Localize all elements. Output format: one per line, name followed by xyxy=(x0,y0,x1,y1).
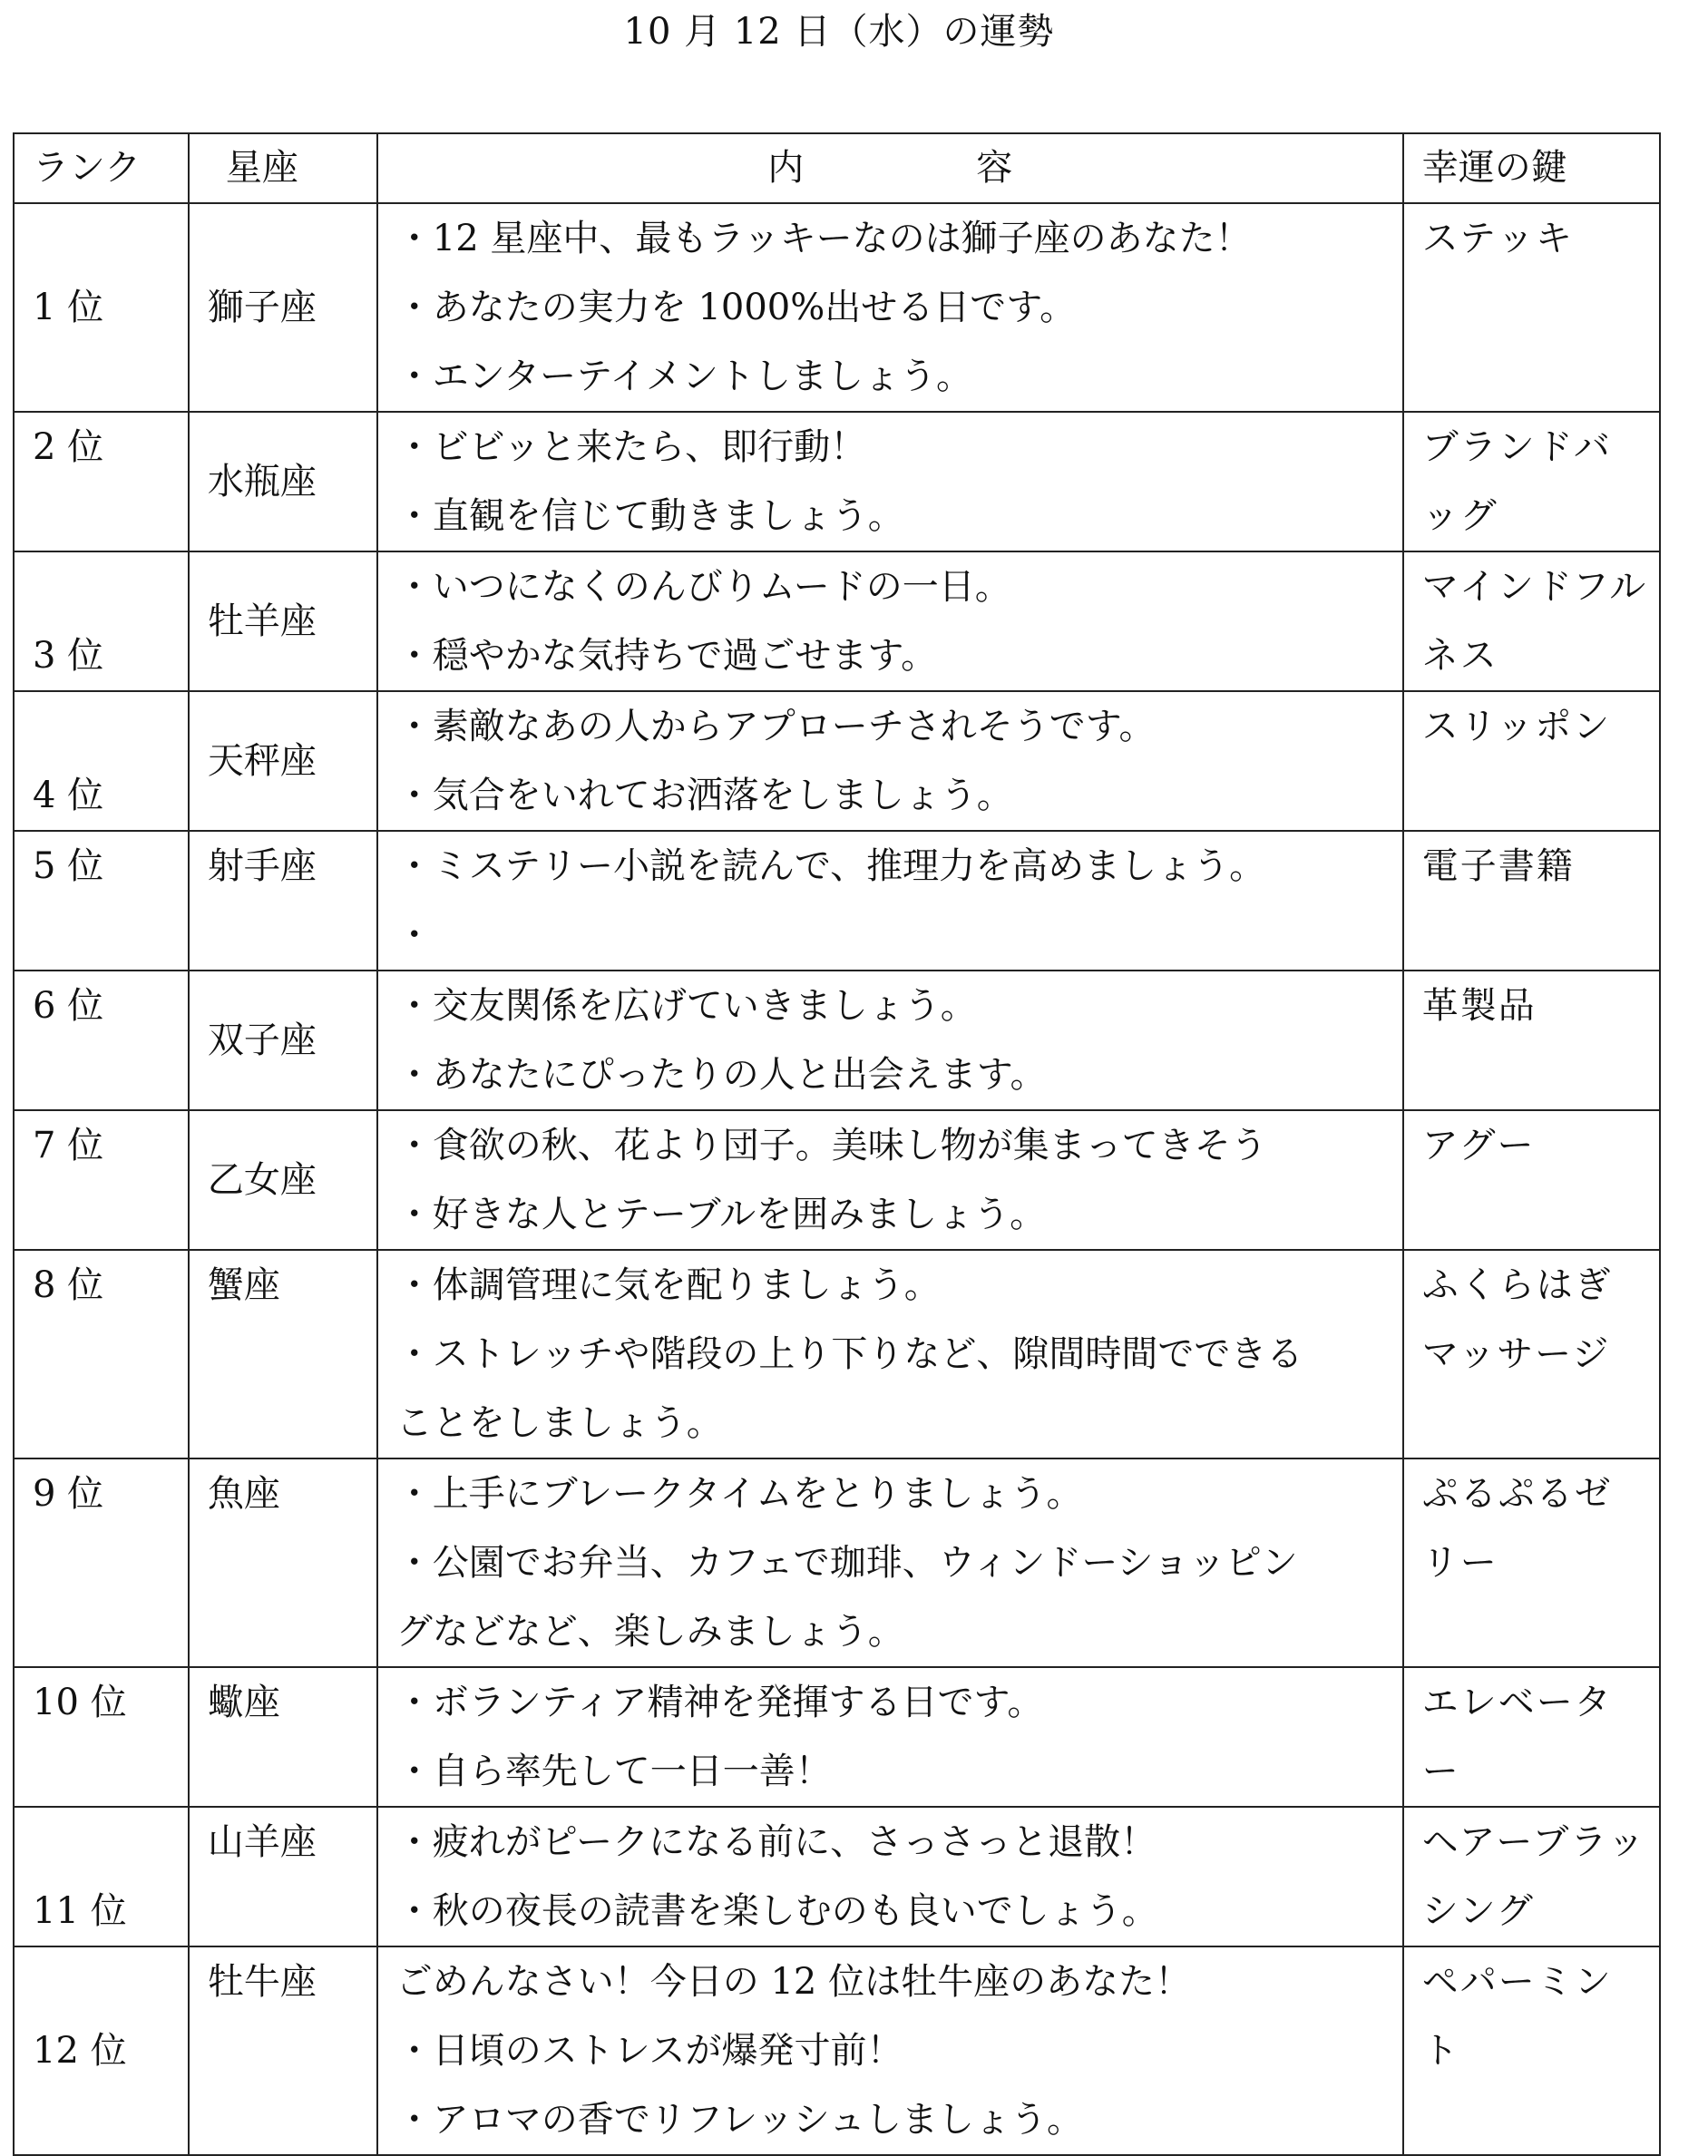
sign-cell: 水瓶座 xyxy=(189,412,377,551)
key-cell xyxy=(1403,412,1660,551)
content-line: ・秋の夜長の読書を楽しむのも良いでしょう。 xyxy=(395,1890,1158,1932)
sign-cell: 天秤座 xyxy=(189,691,377,831)
rank-cell: 10 位 xyxy=(14,1667,189,1807)
lucky-key: ふくらはぎマッサージ xyxy=(1421,1264,1613,1375)
header-content-left: 内 xyxy=(767,147,805,189)
sign-cell: 牡羊座 xyxy=(189,551,377,691)
lucky-key: マインドフルネス xyxy=(1421,566,1648,677)
lucky-key: ぷるぷるゼリー xyxy=(1421,1473,1613,1584)
content-line: ・直観を信じて動きましょう。 xyxy=(395,495,904,537)
content-line: ・交友関係を広げていきましょう。 xyxy=(395,985,977,1027)
header-sign-label: 星座 xyxy=(225,147,298,189)
rank-cell: 3 位 xyxy=(14,551,189,691)
content-cell xyxy=(377,412,1403,551)
content-line: ことをしましょう。 xyxy=(395,1402,723,1444)
content-cell xyxy=(377,1807,1403,1946)
content-line: ・ xyxy=(395,914,433,956)
content-line: ・疲れがピークになる前に、さっさっと退散！ xyxy=(395,1821,1157,1863)
sign-cell: 射手座 xyxy=(189,831,377,971)
table-row xyxy=(14,1667,1660,1807)
table-row xyxy=(14,831,1660,971)
table-row xyxy=(14,1110,1660,1250)
content-line: ・あなたの実力を 1000%出せる日です。 xyxy=(395,287,1077,328)
key-cell xyxy=(1403,203,1660,412)
table-row xyxy=(14,203,1660,412)
lucky-key: ステッキ xyxy=(1421,218,1574,259)
content-cell xyxy=(377,551,1403,691)
page-title: 10 月 12 日（水）の運勢 xyxy=(623,11,1055,53)
content-line: ・素敵なあの人からアプローチされそうです。 xyxy=(395,706,1156,747)
key-cell xyxy=(1403,1946,1660,2155)
content-cell xyxy=(377,1946,1403,2155)
lucky-key: 革製品 xyxy=(1421,985,1537,1027)
lucky-key: スリッポン xyxy=(1421,706,1612,747)
content-line: ・好きな人とテーブルを囲みましょう。 xyxy=(395,1194,1047,1235)
table-row xyxy=(14,1807,1660,1946)
header-content-right: 容 xyxy=(976,147,1013,189)
rank-cell: 6 位 xyxy=(14,971,189,1110)
rank-cell: 2 位 xyxy=(14,412,189,551)
sign-cell: 蠍座 xyxy=(189,1667,377,1807)
table-row xyxy=(14,412,1660,551)
content-line: ・あなたにぴったりの人と出会えます。 xyxy=(395,1054,1047,1096)
content-line: ごめんなさい！今日の 12 位は牡牛座のあなた！ xyxy=(395,1961,1192,2003)
sign-cell: 蟹座 xyxy=(189,1250,377,1458)
content-cell xyxy=(377,1110,1403,1250)
table-row xyxy=(14,551,1660,691)
content-cell xyxy=(377,1458,1403,1667)
sign-cell: 乙女座 xyxy=(189,1110,377,1250)
content-line: ・体調管理に気を配りましょう。 xyxy=(395,1264,941,1306)
content-cell xyxy=(377,203,1403,412)
key-cell xyxy=(1403,1110,1660,1250)
lucky-key: ペパーミント xyxy=(1421,1961,1613,2072)
lucky-key: ヘアーブラッシング xyxy=(1421,1821,1646,1932)
content-cell xyxy=(377,1250,1403,1458)
sign-cell: 獅子座 xyxy=(189,203,377,412)
key-cell xyxy=(1403,1250,1660,1458)
content-line: ・アロマの香でリフレッシュしましょう。 xyxy=(395,2099,1083,2141)
key-cell xyxy=(1403,971,1660,1110)
key-cell xyxy=(1403,551,1660,691)
key-cell xyxy=(1403,1458,1660,1667)
content-cell xyxy=(377,971,1403,1110)
content-line: ・食欲の秋、花より団子。美味し物が集まってきそう xyxy=(395,1125,1267,1166)
table-row xyxy=(14,1250,1660,1458)
rank-cell: 11 位 xyxy=(14,1807,189,1946)
content-line: ・穏やかな気持ちで過ごせます。 xyxy=(395,635,938,677)
rank-cell: 8 位 xyxy=(14,1250,189,1458)
content-line: ・ミステリー小説を読んで、推理力を高めましょう。 xyxy=(395,845,1266,887)
content-line: グなどなど、楽しみましょう。 xyxy=(395,1611,904,1653)
rank-cell: 4 位 xyxy=(14,691,189,831)
content-line: ・いつになくのんびりムードの一日。 xyxy=(395,566,1011,608)
content-line: ・ストレッチや階段の上り下りなど、隙間時間でできる xyxy=(395,1333,1303,1375)
table-row xyxy=(14,1458,1660,1667)
fortune-ranking-table xyxy=(13,132,1661,2156)
content-line: ・12 星座中、最もラッキーなのは獅子座のあなた！ xyxy=(395,218,1252,259)
content-line: ・日頃のストレスが爆発寸前！ xyxy=(395,2030,903,2072)
lucky-key: 電子書籍 xyxy=(1421,845,1575,887)
table-row xyxy=(14,971,1660,1110)
content-line: ・公園でお弁当、カフェで珈琲、ウィンドーショッピン xyxy=(395,1542,1298,1584)
key-cell xyxy=(1403,831,1660,971)
rank-cell: 1 位 xyxy=(14,203,189,412)
header-rank: ランク xyxy=(14,133,189,203)
lucky-key: エレベーター xyxy=(1421,1682,1613,1792)
lucky-key: ブランドバッグ xyxy=(1421,426,1612,537)
content-line: ・気合をいれてお洒落をしましょう。 xyxy=(395,775,1013,816)
header-sign xyxy=(189,133,377,203)
table-row xyxy=(14,691,1660,831)
rank-cell: 5 位 xyxy=(14,831,189,971)
lucky-key: アグー xyxy=(1421,1125,1536,1166)
content-line: ・ボランティア精神を発揮する日です。 xyxy=(395,1682,1044,1723)
content-cell xyxy=(377,691,1403,831)
table-row xyxy=(14,1946,1660,2155)
content-cell xyxy=(377,1667,1403,1807)
content-line: ・ビビッと来たら、即行動！ xyxy=(395,426,867,468)
key-cell xyxy=(1403,1667,1660,1807)
header-content xyxy=(377,133,1403,203)
content-line: ・上手にブレークタイムをとりましょう。 xyxy=(395,1473,1083,1515)
content-line: ・自ら率先して一日一善！ xyxy=(395,1751,832,1792)
sign-cell: 山羊座 xyxy=(189,1807,377,1946)
content-line: ・エンターテイメントしましょう。 xyxy=(395,356,972,397)
rank-cell: 12 位 xyxy=(14,1946,189,2155)
content-cell xyxy=(377,831,1403,971)
table-header-row xyxy=(14,133,1660,203)
key-cell xyxy=(1403,1807,1660,1946)
rank-cell: 7 位 xyxy=(14,1110,189,1250)
key-cell xyxy=(1403,691,1660,831)
sign-cell: 魚座 xyxy=(189,1458,377,1667)
sign-cell: 双子座 xyxy=(189,971,377,1110)
rank-cell: 9 位 xyxy=(14,1458,189,1667)
header-key: 幸運の鍵 xyxy=(1403,133,1660,203)
sign-cell: 牡牛座 xyxy=(189,1946,377,2155)
